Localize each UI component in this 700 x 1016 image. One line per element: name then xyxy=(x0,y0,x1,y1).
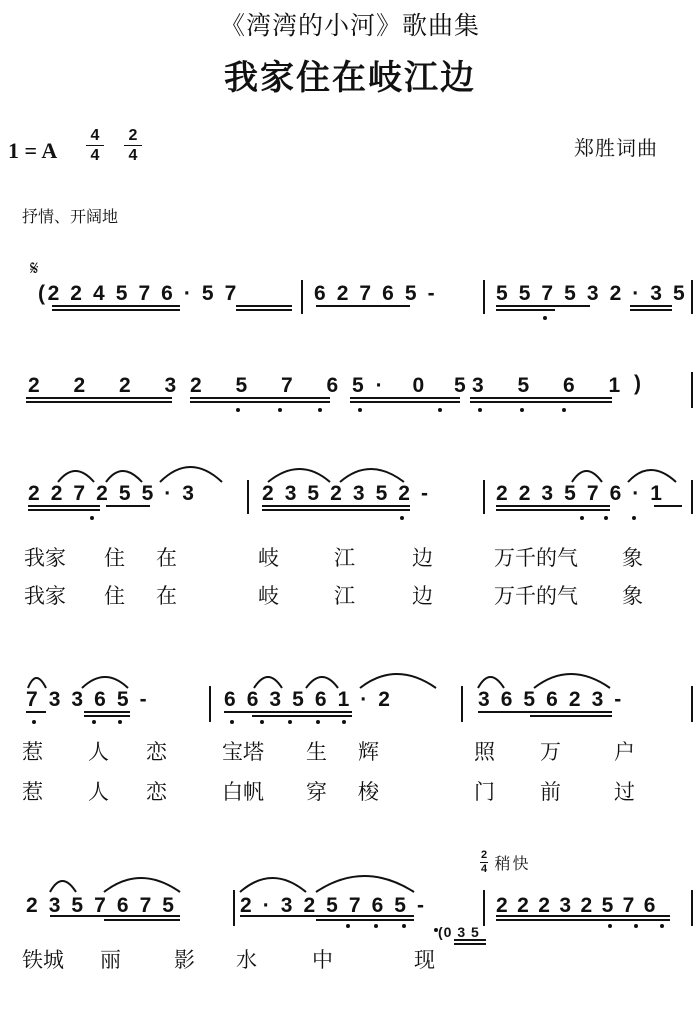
measure-7: 3 5 6 1 xyxy=(472,374,635,397)
tempo-marking: 抒情、开阔地 xyxy=(22,207,119,226)
lyric-line-4b-4: 穿 xyxy=(306,780,327,804)
segno-sign: 𝄋 xyxy=(30,256,39,280)
lyric-line-5-5: 现 xyxy=(414,948,435,972)
measure-4: 2 2 2 3 xyxy=(28,374,191,397)
lyric-line-5-1: 丽 xyxy=(100,948,121,972)
lyric-line-3b-7: 象 xyxy=(622,584,643,608)
time-sig-numerator: 2 xyxy=(128,127,138,144)
time-sig-numerator: 4 xyxy=(90,127,100,144)
close-paren: ) xyxy=(634,372,644,395)
lyric-line-4a-8: 户 xyxy=(614,740,635,764)
lyric-line-4b-2: 恋 xyxy=(146,780,167,804)
lyric-line-4a-2: 恋 xyxy=(146,740,167,764)
composer-credit: 郑胜词曲 xyxy=(574,136,658,160)
measure-8: 2 2 7 2 5 5 · 3 xyxy=(28,482,197,505)
measure-3: 5 5 7 5 3 2 · 3 5 xyxy=(496,282,688,305)
lyric-line-4a-7: 万 xyxy=(540,740,561,764)
measure-1: (2 2 4 5 7 6 · 5 7 xyxy=(38,282,239,305)
time-sig-denominator: 4 xyxy=(90,147,100,164)
measure-14: 2 3 5 7 6 7 5 xyxy=(26,894,177,917)
measure-16: 2 2 2 3 2 5 7 6 xyxy=(496,894,658,917)
song-title: 我家住在岐江边 xyxy=(224,58,476,98)
measure-11: 7 3 3 6 5 - xyxy=(26,688,150,711)
lyric-line-3a-6: 万千的气 xyxy=(494,546,578,570)
time-sig-denominator: 4 xyxy=(128,147,138,164)
lyric-line-4b-0: 惹 xyxy=(22,780,43,804)
lyric-line-3a-7: 象 xyxy=(622,546,643,570)
lyric-line-5-4: 中 xyxy=(312,948,333,972)
lyric-line-4a-4: 生 xyxy=(306,740,327,764)
lyric-line-4a-6: 照 xyxy=(474,740,495,764)
measure-10: 2 2 3 5 7 6 · 1 xyxy=(496,482,665,505)
lyric-line-3a-5: 边 xyxy=(412,546,433,570)
lyric-line-3a-3: 岐 xyxy=(258,546,279,570)
lyric-line-5-3: 水 xyxy=(236,948,257,972)
measure-6: 5· 0 5 xyxy=(352,374,478,397)
measure-15: 2 · 3 2 5 7 6 5 - xyxy=(240,894,427,917)
lyric-line-4b-3: 白帆 xyxy=(222,780,264,804)
lyric-line-3a-1: 住 xyxy=(104,546,125,570)
time-sig-denominator: 4 xyxy=(480,863,488,875)
time-signature-2-4-small xyxy=(478,850,490,875)
collection-title: 《湾湾的小河》歌曲集 xyxy=(219,11,480,40)
lyric-line-3b-5: 边 xyxy=(412,584,433,608)
measure-12: 6 6 3 5 6 1 · 2 xyxy=(224,688,393,711)
lyric-line-3a-0: 我家 xyxy=(24,546,66,570)
lyric-line-5-0: 铁城 xyxy=(22,948,64,972)
tempo-change xyxy=(478,850,530,875)
lyric-line-4b-1: 人 xyxy=(88,780,109,804)
measure-9: 2 3 5 2 3 5 2 - xyxy=(262,482,431,505)
lyric-line-3b-3: 岐 xyxy=(258,584,279,608)
lyric-line-4a-5: 辉 xyxy=(358,740,379,764)
key-signature: 1 = A xyxy=(8,138,58,163)
tempo-faster-label: 稍快 xyxy=(494,854,531,873)
pickup-notes: (0 3 5 xyxy=(438,924,480,940)
time-sig-numerator: 2 xyxy=(480,849,488,861)
lyric-line-4b-7: 前 xyxy=(540,780,561,804)
measure-13: 3 6 5 6 2 3 - xyxy=(478,688,624,711)
lyric-line-4a-0: 惹 xyxy=(22,740,43,764)
lyric-line-4b-6: 门 xyxy=(474,780,495,804)
lyric-line-4a-3: 宝塔 xyxy=(222,740,264,764)
lyric-line-4b-5: 梭 xyxy=(358,780,379,804)
lyric-line-4b-8: 过 xyxy=(614,780,635,804)
lyric-line-3b-1: 住 xyxy=(104,584,125,608)
lyric-line-3b-0: 我家 xyxy=(24,584,66,608)
lyric-line-3a-4: 江 xyxy=(334,546,355,570)
lyric-line-3a-2: 在 xyxy=(156,546,177,570)
lyric-line-4a-1: 人 xyxy=(88,740,109,764)
lyric-line-5-2: 影 xyxy=(174,948,195,972)
measure-5: 2 5 7 6 xyxy=(190,374,353,397)
measure-2: 6 2 7 6 5 - xyxy=(314,282,438,305)
lyric-line-3b-4: 江 xyxy=(334,584,355,608)
lyric-line-3b-2: 在 xyxy=(156,584,177,608)
lyric-line-3b-6: 万千的气 xyxy=(494,584,578,608)
